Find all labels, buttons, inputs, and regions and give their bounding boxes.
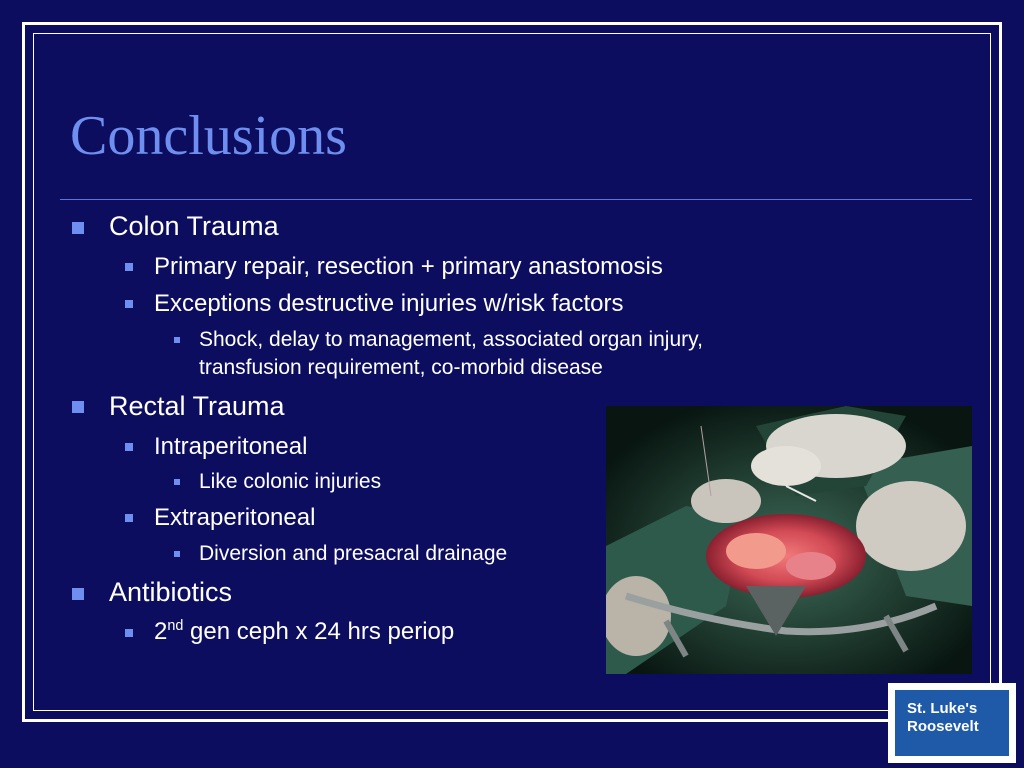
bullet-antibiotics: Antibiotics [109, 577, 233, 607]
bullet-risk-factors-line2: transfusion requirement, co-morbid disease [199, 356, 603, 379]
bullet-rectal-trauma: Rectal Trauma [109, 391, 285, 421]
logo-line-2: Roosevelt [907, 718, 979, 735]
bullet-colon-trauma: Colon Trauma [109, 211, 279, 241]
st-lukes-roosevelt-logo [888, 683, 1016, 763]
bullet-marker [174, 551, 180, 557]
bullet-marker [174, 479, 180, 485]
surgical-photo-graphic [606, 406, 972, 674]
bullet-marker [72, 401, 84, 413]
bullet-diversion: Diversion and presacral drainage [199, 542, 508, 565]
bullet-primary-repair: Primary repair, resection + primary anastomosis [154, 253, 663, 280]
logo-line-1: St. Luke's [907, 700, 978, 717]
ceph-ordinal: 2 [154, 618, 168, 645]
bullet-marker [125, 629, 133, 637]
ceph-ordinal-suffix: nd [167, 618, 184, 634]
bullet-like-colonic: Like colonic injuries [199, 470, 382, 493]
slide-title: Conclusions [70, 105, 347, 167]
surgical-photo [606, 406, 972, 674]
bullet-marker [72, 588, 84, 600]
bullet-marker [72, 222, 84, 234]
bullet-intraperitoneal: Intraperitoneal [154, 433, 308, 460]
bullet-marker [125, 263, 133, 271]
ceph-text: gen ceph x 24 hrs periop [183, 618, 455, 645]
bullet-marker [125, 514, 133, 522]
logo-text [907, 700, 979, 736]
bullet-extraperitoneal: Extraperitoneal [154, 504, 316, 531]
bullet-marker [125, 300, 133, 308]
bullet-marker [174, 337, 180, 343]
logo-badge [895, 690, 1009, 756]
bullet-marker [125, 443, 133, 451]
bullet-exceptions: Exceptions destructive injuries w/risk factors [154, 290, 624, 317]
bullet-risk-factors-line1: Shock, delay to management, associated organ injury, [199, 328, 703, 351]
bullet-ceph [154, 618, 454, 646]
